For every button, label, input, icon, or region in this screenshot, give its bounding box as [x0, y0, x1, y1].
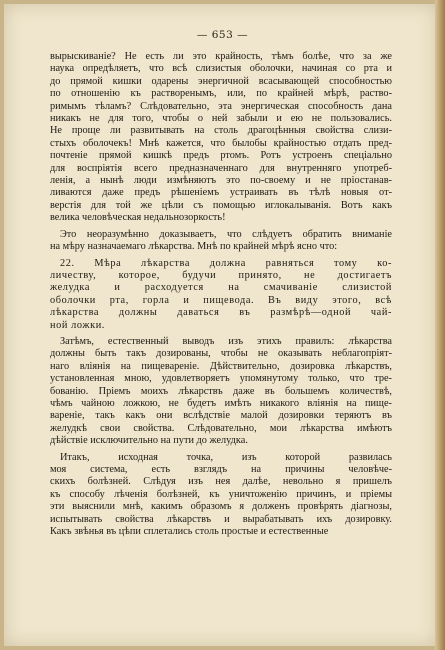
- text-line: бованію. Пріемъ моихъ лѣкарствъ даже въ большемъ количествѣ,: [50, 385, 392, 397]
- text-line: на мѣру назначаемаго лѣкарства. Мнѣ по крайней мѣрѣ ясно что:: [50, 241, 338, 253]
- text-line: моя система, есть взглядъ на причины человѣче-: [50, 464, 392, 475]
- text-line: наго вліянія на пищевареніе. Дѣйствительно, дозировка лѣкарствъ,: [50, 360, 392, 372]
- text-line: желудкѣ свои свойства. Слѣдовательно, мои лѣкарства имѣютъ: [50, 422, 392, 434]
- text-line: личеству, которое, будучи принято, не достигаетъ: [50, 269, 392, 281]
- text-line: должны быть такъ дозированы, чтобы не оказывать неблагопріят-: [50, 348, 392, 360]
- text-line: ленія, а нынѣ люди измѣняютъ это по-своему и не пріостанав-: [50, 175, 392, 187]
- text-line: ной ложки.: [50, 319, 105, 331]
- text-line: лѣкарства должны даваться въ размѣрѣ—одной чай-: [50, 307, 392, 319]
- text-line: Какъ звѣнья въ цѣпи сплетались столь простые и естественные: [50, 526, 329, 538]
- page-edge: [435, 0, 445, 650]
- paragraph: [50, 336, 392, 448]
- paragraph: [50, 258, 392, 332]
- text-line: Итакъ, исходная точка, изъ которой развилась: [60, 451, 392, 463]
- text-line: наука опредѣляетъ, что всѣ слизистыя оболочки, начиная со рта и: [50, 63, 392, 75]
- text-line: оболочки рта, горла и пищевода. Въ виду этого, всѣ: [50, 294, 392, 306]
- text-line: чѣмъ чайною ложкою, не будетъ имѣть никакого вліянія на пище-: [50, 397, 392, 409]
- text-line: скихъ болѣзней. Слѣдуя изъ нея далѣе, невольно я пришелъ: [50, 476, 392, 488]
- text-line: никакъ не для того, чтобы о ней забыли и ею не пользовались.: [50, 113, 392, 125]
- body-text: [50, 51, 392, 538]
- text-line: вырыскиваніе? Не есть ли это крайность, тѣмъ болѣе, что за же: [50, 51, 392, 62]
- text-line: римымъ тѣламъ? Слѣдовательно, эта энергическая способность дана: [50, 100, 392, 112]
- text-line: велика человѣческая недальнозоркость!: [50, 212, 226, 224]
- text-line: стыхъ оболочекъ! Мнѣ кажется, что былобы крайностью отдать пред-: [50, 137, 392, 149]
- text-line: испытывать свойства лѣкарствъ и вырабатывать ихъ дозировку.: [50, 513, 392, 525]
- text-line: вареніе, такъ какъ они вслѣдствіе малой дозировки теряютъ въ: [50, 410, 392, 422]
- text-line: эти выяснили мнѣ, какимъ образомъ я долженъ провѣрять діагнозы,: [50, 501, 392, 513]
- text-line: установленная мною, удовлетворяетъ упомянутому только, что тре-: [50, 373, 392, 385]
- text-line: 22. Мѣра лѣкарства должна равняться тому ко-: [60, 257, 392, 269]
- text-line: желудка и расходуется на смачиваніе слизистой: [50, 282, 392, 294]
- text-line: ливаются даже предъ рѣшеніемъ устраивать въ тѣлѣ новыя от-: [50, 187, 392, 199]
- text-line: къ способу лѣченія болѣзней, къ уничтоженію причинъ, и пріемы: [50, 488, 392, 500]
- text-line: до прямой кишки одарены энергичной всасывающей способностью: [50, 75, 392, 87]
- text-line: дѣйствіе исключительно на пути до желудка.: [50, 435, 248, 447]
- paragraph: [50, 452, 392, 539]
- paragraph: [50, 51, 392, 225]
- text-line: для воспріятія всего предназначеннаго для внутренняго употреб-: [50, 162, 392, 174]
- text-line: почтеніе прямой кишкѣ предъ ртомъ. Ротъ устроенъ спеціально: [50, 150, 392, 162]
- text-line: Не проще ли развитывать на столь драгоцѣнныя свойства слизи-: [50, 125, 392, 137]
- text-line: Затѣмъ, естественный выводъ изъ этихъ правилъ: лѣкарства: [60, 335, 392, 347]
- page-number: — 653 —: [196, 29, 249, 41]
- text-line: Это неоразумѣнно доказываетъ, что слѣдуетъ обратить вниманіе: [60, 228, 392, 240]
- text-line: верстія для той же цѣли съ помощью иглокалыванія. Вотъ какъ: [50, 199, 392, 211]
- paragraph: [50, 229, 392, 254]
- text-line: по отношенію къ растворенымъ, или, по крайней мѣрѣ, раство-: [50, 88, 392, 100]
